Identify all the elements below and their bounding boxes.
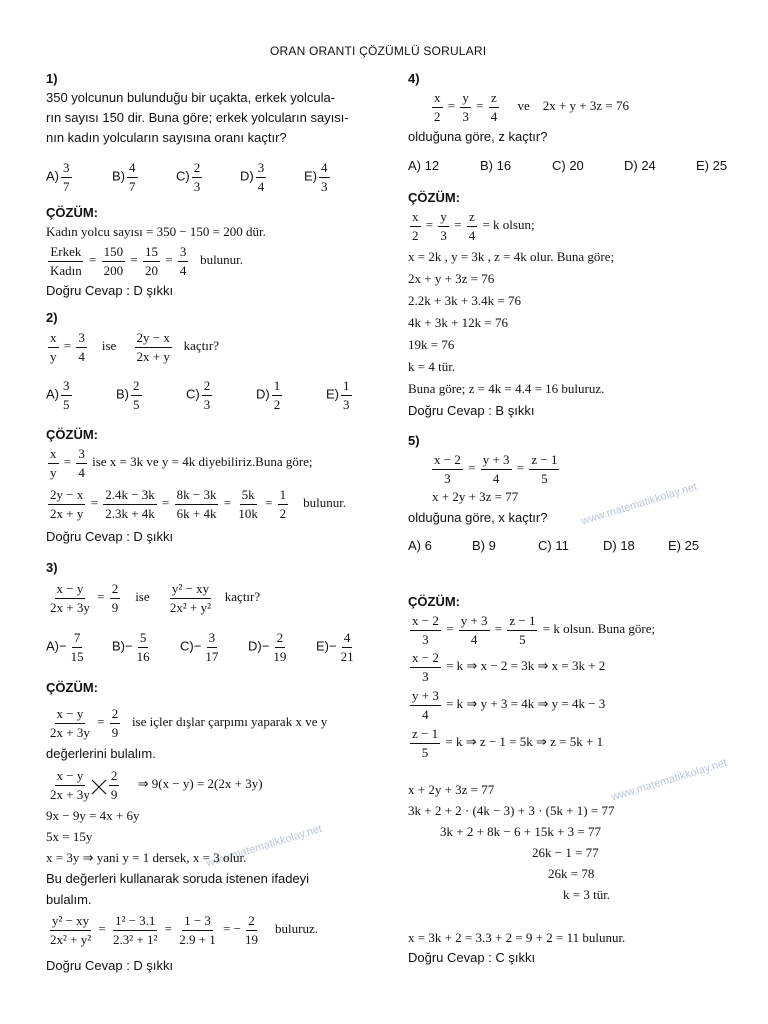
answer-options <box>46 160 332 194</box>
option-b: B) $\frac{2}{5}$ <box>116 378 140 412</box>
solution-line: bulalım. <box>46 892 92 907</box>
option-b: B) $\frac{4}{7}$ <box>112 160 136 194</box>
solution-heading: ÇÖZÜM: <box>408 594 460 609</box>
option-e: E) $\frac{1}{3}$ <box>326 378 350 412</box>
option-e: E) 25 <box>668 538 700 553</box>
correct-answer: Doğru Cevap : D şıkkı <box>46 958 174 973</box>
option-e: E) $\frac{4}{3}$ <box>304 160 328 194</box>
solution-heading: ÇÖZÜM: <box>46 427 98 442</box>
option-d: D)− $\frac{2}{19}$ <box>248 630 287 664</box>
solution-fraction-line: $\frac{\text{y² − xy}}{\text{2x² + y²}}$ = $\frac{\text{1² − 3.1}}{\text{2.3² + 1²}}$ = $\frac{1 - 3}{2.9 + 1}$ = − $\frac{2}{19}$ buluruz. <box>50 913 318 947</box>
option-c: C) 11 <box>538 538 569 553</box>
question-text: $\frac{x - y}{2x + 3y}$ = $\frac{2}{9}$ ise $\frac{\text{y² − xy}}{\text{2x² + y²}}$ kaçtır? <box>50 581 261 615</box>
watermark: www.matematikkolay.net <box>610 756 729 804</box>
solution-line: 2x + y + 3z = 76 <box>408 271 495 286</box>
solution-line: x = 2k , y = 3k , z = 4k olur. Buna göre; <box>408 249 615 264</box>
option-a: A) 12 <box>408 158 440 173</box>
cross-multiply-icon <box>90 778 108 796</box>
option-a: A) $\frac{3}{5}$ <box>46 378 70 412</box>
solution-line: $\frac{z - 1}{5}$ = k ⇒ z − 1 = 5k ⇒ z = 5k + 1 <box>412 726 604 760</box>
correct-answer: Doğru Cevap : D şıkkı <box>46 529 174 544</box>
option-b: B) 16 <box>480 158 512 173</box>
solution-line: Bu değerleri kullanarak soruda istenen ifadeyi <box>46 871 310 886</box>
question-number: 4) <box>408 71 420 86</box>
question-text: nın kadın yolcuların sayısına oranı kaçtır? <box>46 130 287 145</box>
solution-fraction-line: $\frac{\text{Erkek}}{\text{Kadın}}$ = $\frac{150}{200}$ = $\frac{15}{20}$ = $\frac{3}{4}$ bulunur. <box>50 244 244 278</box>
solution-line: $\frac{x - y}{2x + 3y}$ $\frac{2}{9}$ ⇒ 9(x − y) = 2(2x + 3y) <box>50 768 263 802</box>
option-c: C) $\frac{2}{3}$ <box>186 378 211 412</box>
solution-line: $\frac{x - 2}{3}$ = k ⇒ x − 2 = 3k ⇒ x = 3k + 2 <box>412 650 606 684</box>
solution-line: $\frac{x - 2}{3}$ = $\frac{y + 3}{4}$ = $\frac{z - 1}{5}$ = k olsun. Buna göre; <box>412 613 656 647</box>
solution-heading: ÇÖZÜM: <box>46 680 98 695</box>
solution-line: Kadın yolcu sayısı = 350 − 150 = 200 dür. <box>46 224 266 239</box>
solution-line: $\frac{x}{2}$ = $\frac{y}{3}$ = $\frac{z}{4}$ = k olsun; <box>412 209 535 243</box>
watermark: www.matematikkolay.net <box>205 822 324 870</box>
solution-heading: ÇÖZÜM: <box>46 205 98 220</box>
question-text: x + 2y + 3z = 77 <box>432 489 519 504</box>
option-d: D) $\frac{1}{2}$ <box>256 378 281 412</box>
question-text: $\frac{x - 2}{3}$ = $\frac{y + 3}{4}$ = $\frac{z - 1}{5}$ <box>434 452 558 486</box>
solution-line: $\frac{x}{y}$ = $\frac{3}{4}$ ise x = 3k ve y = 4k diyebiliriz.Buna göre; <box>50 446 313 480</box>
question-text: 350 yolcunun bulunduğu bir uçakta, erkek yolcula- <box>46 90 336 105</box>
question-text: olduğuna göre, z kaçtır? <box>408 129 548 144</box>
option-c: C) $\frac{2}{3}$ <box>176 160 201 194</box>
option-d: D) $\frac{3}{4}$ <box>240 160 265 194</box>
option-d: D) 18 <box>603 538 635 553</box>
watermark: www.matematikkolay.net <box>580 480 699 528</box>
solution-line: $\frac{x - y}{2x + 3y}$ = $\frac{2}{9}$ ise içler dışlar çarpımı yaparak x ve y <box>50 706 328 740</box>
answer-options <box>408 158 727 174</box>
question-text: $\frac{x}{y}$ = $\frac{3}{4}$ ise $\frac{2y - x}{2x + y}$ kaçtır? <box>50 330 220 364</box>
option-d: D) 24 <box>624 158 656 173</box>
solution-line: Buna göre; z = 4k = 4.4 = 16 buluruz. <box>408 381 605 396</box>
solution-line: 3k + 2 + 8k − 6 + 15k + 3 = 77 <box>440 824 601 839</box>
solution-line: 3k + 2 + 2 · (4k − 3) + 3 · (5k + 1) = 77 <box>408 803 615 818</box>
question-number: 2) <box>46 310 58 325</box>
option-a: A) $\frac{3}{7}$ <box>46 160 70 194</box>
correct-answer: Doğru Cevap : B şıkkı <box>408 403 535 418</box>
solution-line: 9x − 9y = 4x + 6y <box>46 808 140 823</box>
solution-line: 26k − 1 = 77 <box>532 845 599 860</box>
solution-line: k = 4 tür. <box>408 359 456 374</box>
correct-answer: Doğru Cevap : C şıkkı <box>408 950 536 965</box>
answer-options <box>408 538 699 554</box>
option-a: A) 6 <box>408 538 432 553</box>
option-e: E)− $\frac{4}{21}$ <box>316 630 354 664</box>
solution-line: x + 2y + 3z = 77 <box>408 782 495 797</box>
solution-line: $\frac{y + 3}{4}$ = k ⇒ y + 3 = 4k ⇒ y = 4k − 3 <box>412 688 606 722</box>
solution-line: 4k + 3k + 12k = 76 <box>408 315 508 330</box>
solution-line: 19k = 76 <box>408 337 455 352</box>
option-b: B)− $\frac{5}{16}$ <box>112 630 150 664</box>
solution-line: x = 3y ⇒ yani y = 1 dersek, x = 3 olur. <box>46 850 247 865</box>
solution-line: 26k = 78 <box>548 866 595 881</box>
question-number: 5) <box>408 433 420 448</box>
option-c: C) 20 <box>552 158 584 173</box>
option-e: E) 25 <box>696 158 728 173</box>
solution-line: 2.2k + 3k + 3.4k = 76 <box>408 293 521 308</box>
answer-options <box>46 630 358 664</box>
option-b: B) 9 <box>472 538 496 553</box>
solution-line: değerlerini bulalım. <box>46 746 156 761</box>
question-text: olduğuna göre, x kaçtır? <box>408 510 548 525</box>
question-number: 3) <box>46 560 58 575</box>
solution-fraction-line: $\frac{2y - x}{2x + y}$ = $\frac{2.4k - 3k}{2.3k + 4k}$ = $\frac{8k - 3k}{6k + 4k}$ = $\frac{5k}{10k}$ = $\frac{1}{2}$ bulunur. <box>50 487 347 521</box>
question-text: $\frac{x}{2}$ = $\frac{y}{3}$ = $\frac{z}{4}$ ve 2x + y + 3z = 76 <box>434 90 629 124</box>
solution-line: k = 3 tür. <box>563 887 611 902</box>
correct-answer: Doğru Cevap : D şıkkı <box>46 283 174 298</box>
option-c: C)− $\frac{3}{17}$ <box>180 630 219 664</box>
solution-line: 5x = 15y <box>46 829 93 844</box>
answer-options <box>46 378 354 412</box>
question-text: rın sayısı 150 dir. Buna göre; erkek yolcuların sayısı- <box>46 110 349 125</box>
page-title: ORAN ORANTI ÇÖZÜMLÜ SORULARI <box>270 44 487 58</box>
solution-heading: ÇÖZÜM: <box>408 190 460 205</box>
option-a: A)− $\frac{7}{15}$ <box>46 630 84 664</box>
question-number: 1) <box>46 71 58 86</box>
solution-line: x = 3k + 2 = 3.3 + 2 = 9 + 2 = 11 bulunur. <box>408 930 626 945</box>
